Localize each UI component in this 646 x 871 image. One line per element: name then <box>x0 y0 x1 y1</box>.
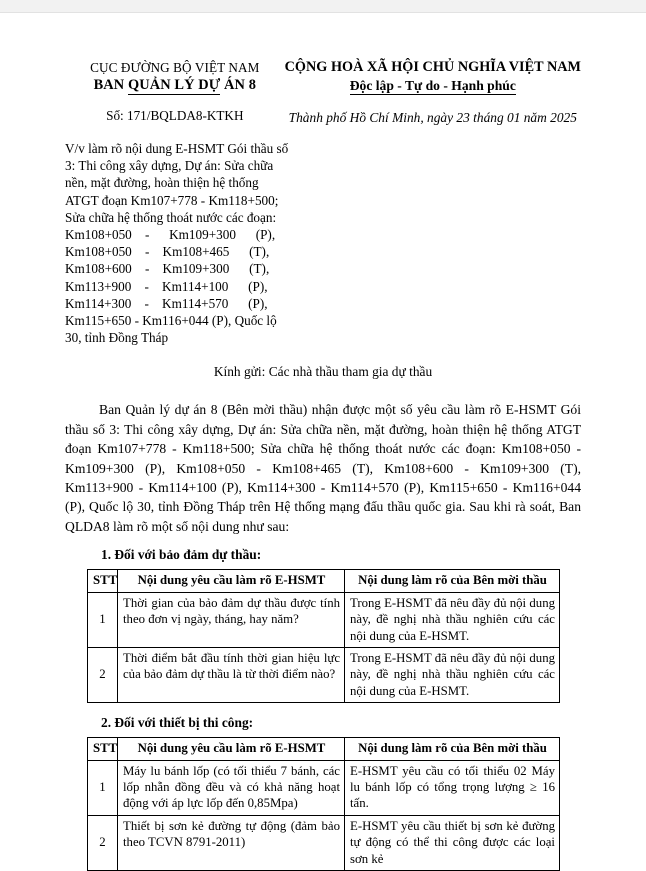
table-header-row <box>88 570 560 592</box>
national-heading-block <box>285 58 581 127</box>
column-header-request: Nội dung yêu cầu làm rõ E-HSMT <box>118 570 345 592</box>
clarification-table-2 <box>87 737 560 871</box>
column-header-stt: STT <box>88 738 118 760</box>
organization-name-underlined: QUẢN LÝ DỰ <box>127 77 221 93</box>
issuing-authority-block <box>65 58 285 125</box>
cell-stt: 1 <box>88 592 118 647</box>
subject-line: Km115+650 - Km116+044 (P), Quốc lộ <box>65 313 277 329</box>
subject-line: nền, mặt đường, hoàn thiện hệ thống <box>65 175 259 191</box>
cell-request: Thiết bị sơn kẻ đường tự động (đảm bảo theo TCVN 8791-2011) <box>118 815 345 870</box>
document-content <box>65 58 581 871</box>
cell-answer: E-HSMT yêu cầu thiết bị sơn kẻ đường tự động có thể thi công được các loại sơn kẻ <box>345 815 560 870</box>
place-and-date: Thành phố Hồ Chí Minh, ngày 23 tháng 01 năm 2025 <box>288 110 577 125</box>
subject-line: 30, tỉnh Đồng Tháp <box>65 330 169 346</box>
cell-request: Thời điểm bắt đầu tính thời gian hiệu lực của bảo đảm dự thầu là từ thời điểm nào? <box>118 647 345 702</box>
subject-line: ATGT đoạn Km107+778 - Km118+500; <box>65 192 279 208</box>
national-motto <box>285 77 581 95</box>
cell-answer: E-HSMT yêu cầu có tối thiểu 02 Máy lu bánh lốp có tổng trọng lượng ≥ 16 tấn. <box>345 760 560 815</box>
column-header-answer: Nội dung làm rõ của Bên mời thầu <box>345 570 560 592</box>
cell-stt: 2 <box>88 815 118 870</box>
cell-stt: 1 <box>88 760 118 815</box>
national-title: CỘNG HOÀ XÃ HỘI CHỦ NGHĨA VIỆT NAM <box>284 59 581 75</box>
subject-line: Km108+600 - Km109+300 (T), <box>65 261 270 277</box>
clarification-table-1 <box>87 569 560 703</box>
section-heading-2: 2. Đối với thiết bị thi công: <box>101 715 254 731</box>
letterhead <box>65 58 581 127</box>
cell-stt: 2 <box>88 647 118 702</box>
subject-line: Km114+300 - Km114+570 (P), <box>65 295 268 311</box>
page-top-strip <box>0 0 646 13</box>
section-heading-1: 1. Đối với bảo đảm dự thầu: <box>101 547 262 563</box>
document-number: Số: 171/BQLDA8-KTKH <box>106 108 244 123</box>
table-row <box>88 647 560 702</box>
subject-block <box>65 140 297 346</box>
subject-line: Km108+050 - Km109+300 (P), <box>65 227 276 243</box>
cell-answer: Trong E-HSMT đã nêu đầy đủ nội dung này, đề nghị nhà thầu nghiên cứu các nội dung của E-HSMT. <box>345 647 560 702</box>
subject-line: V/v làm rõ nội dung E-HSMT Gói thầu số <box>65 141 289 156</box>
parent-organization-name: CỤC ĐƯỜNG BỘ VIỆT NAM <box>90 60 260 75</box>
column-header-answer: Nội dung làm rõ của Bên mời thầu <box>345 738 560 760</box>
subject-line: Sửa chữa hệ thống thoát nước các đoạn: <box>65 209 277 225</box>
organization-name-suffix: ÁN 8 <box>220 77 257 93</box>
organization-name <box>65 76 285 95</box>
table-row <box>88 815 560 870</box>
document-page <box>0 13 646 866</box>
subject-line: Km108+050 - Km108+465 (T), <box>65 244 270 260</box>
column-header-stt: STT <box>88 570 118 592</box>
subject-line: Km113+900 - Km114+100 (P), <box>65 278 268 294</box>
table-row <box>88 760 560 815</box>
column-header-request: Nội dung yêu cầu làm rõ E-HSMT <box>118 738 345 760</box>
recipient-line: Kính gửi: Các nhà thầu tham gia dự thầu <box>213 364 433 380</box>
table-row <box>88 592 560 647</box>
subject-line: 3: Thi công xây dựng, Dự án: Sửa chữa <box>65 158 274 174</box>
cell-request: Máy lu bánh lốp (có tối thiểu 7 bánh, các lốp nhẵn đồng đều và có khả năng hoạt động với áp lực lốp đến 0,85Mpa) <box>118 760 345 815</box>
organization-name-prefix: BAN <box>93 77 128 93</box>
body-paragraph: Ban Quản lý dự án 8 (Bên mời thầu) nhận được một số yêu cầu làm rõ E-HSMT Gói thầu số 3: Thi công xây dựng, Dự án: Sửa chữa nền, mặt đường, hoàn thiện hệ thống ATGT đoạn Km107+778 - Km118+500; Sửa chữa hệ thống thoát nước các đoạn: Km108+050 - Km109+300 (P), Km108+050 - Km108+465 (T), Km108+600 - Km109+300 (T), Km113+900 - Km114+100 (P), Km114+300 - Km114+570 (P), Km115+650 - Km116+044 (P), Quốc lộ 30, tỉnh Đồng Tháp trên Hệ thống mạng đấu thầu quốc gia. Sau khi rà soát, Ban QLDA8 làm rõ một số nội dung như sau: <box>65 402 581 534</box>
table-header-row <box>88 738 560 760</box>
national-motto-text: Độc lập - Tự do - Hạnh phúc <box>349 78 516 93</box>
cell-request: Thời gian của bảo đảm dự thầu được tính theo đơn vị ngày, tháng, hay năm? <box>118 592 345 647</box>
cell-answer: Trong E-HSMT đã nêu đầy đủ nội dung này, đề nghị nhà thầu nghiên cứu các nội dung của E-HSMT. <box>345 592 560 647</box>
